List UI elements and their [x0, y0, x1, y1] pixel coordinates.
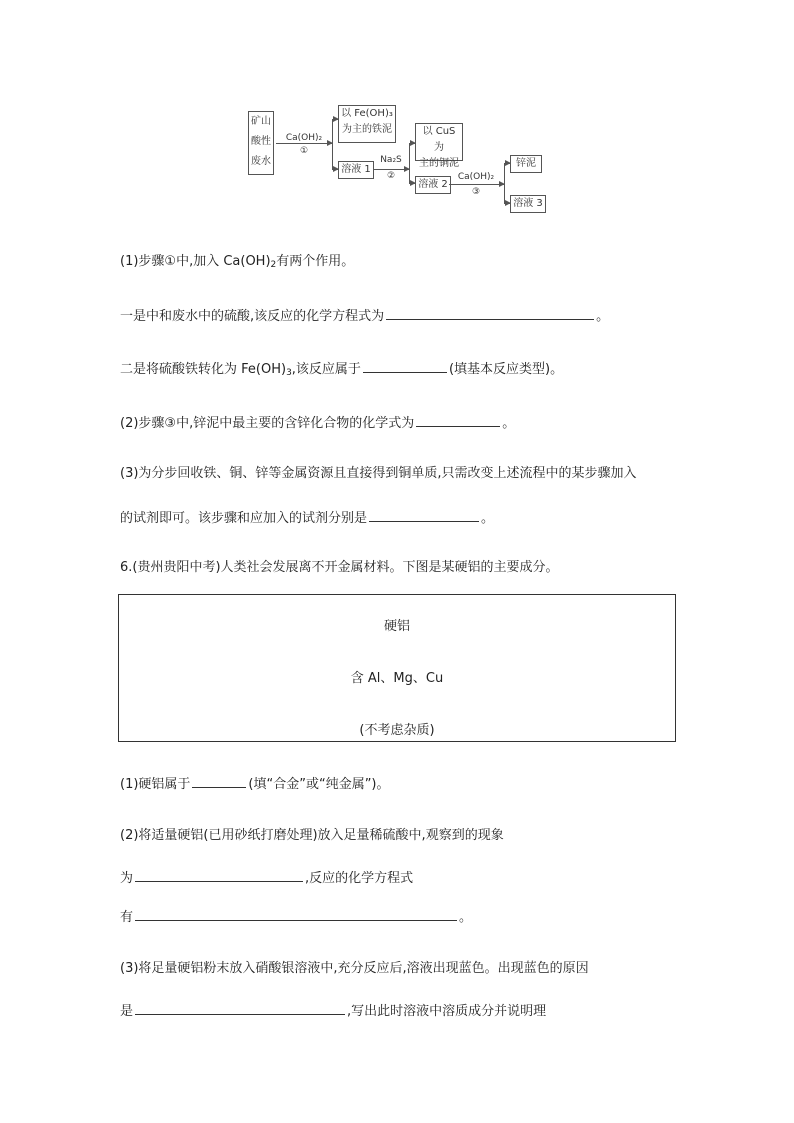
copper-mud-line-2: 主的铜泥 — [419, 158, 459, 169]
solution2-box: 溶液 2 — [415, 176, 451, 194]
box-title: 硬铝 — [383, 619, 410, 634]
branch2-vertical — [409, 143, 410, 183]
q6-part3-line2 — [120, 1000, 546, 1021]
q1-line2-mid: ,该反应属于 — [291, 362, 361, 377]
q3-end: 。 — [481, 511, 495, 526]
q6-part1-end: (填“合金”或“纯金属”)。 — [248, 777, 390, 792]
q1-line1 — [120, 305, 609, 326]
step3-arrow — [449, 184, 504, 185]
solution3-box: 溶液 3 — [510, 195, 546, 213]
q1-line1-end: 。 — [596, 309, 610, 324]
q6-part2-line1: (2)将适量硬铝(已用砂纸打磨处理)放入足量稀硫酸中,观察到的现象 — [120, 828, 504, 843]
q6-phenomenon-blank[interactable] — [135, 867, 303, 882]
branch3-vertical — [504, 163, 505, 203]
q1-line2-subscript: 3 — [286, 368, 292, 378]
q1-intro-text-end: 有两个作用。 — [276, 254, 355, 269]
q6-part3-line1: (3)将足量硬铝粉末放入硝酸银溶液中,充分反应后,溶液出现蓝色。出现蓝色的原因 — [120, 961, 589, 976]
q6-part1-text: (1)硬铝属于 — [120, 777, 191, 792]
source-line-2: 酸性 — [251, 136, 271, 147]
q2-formula-blank[interactable] — [416, 412, 500, 427]
q1-line2 — [120, 358, 563, 382]
step1-reagent: Ca(OH)₂ — [285, 133, 323, 143]
q1-reaction-type-blank[interactable] — [363, 358, 447, 373]
step2-reagent: Na₂S — [380, 155, 402, 165]
q6-equation-blank[interactable] — [135, 906, 457, 921]
solution1-box: 溶液 1 — [338, 161, 374, 179]
step3-number: ③ — [471, 187, 481, 197]
step2-arrow — [373, 169, 409, 170]
copper-mud-box — [415, 123, 463, 169]
step1-arrow — [276, 143, 332, 144]
q1-line2-end: (填基本反应类型)。 — [448, 362, 564, 377]
hard-aluminum-box — [118, 594, 676, 742]
q1-intro-subscript: 2 — [270, 260, 277, 270]
source-line-1: 矿山 — [251, 116, 271, 127]
iron-mud-line-1: 以 Fe(OH)₃ — [341, 108, 393, 119]
iron-mud-line-2: 为主的铁泥 — [342, 124, 392, 135]
step2-number: ② — [386, 171, 396, 181]
process-flowchart — [248, 105, 548, 215]
q2-line — [120, 412, 515, 433]
q6-part2-line2-end: ,反应的化学方程式 — [305, 871, 414, 886]
iron-mud-box — [338, 105, 396, 143]
copper-mud-line-1: 以 CuS 为 — [422, 126, 456, 153]
q1-equation-blank[interactable] — [386, 305, 594, 320]
q6-part2-line2 — [120, 867, 413, 888]
q3-line1: (3)为分步回收铁、铜、锌等金属资源且直接得到铜单质,只需改变上述流程中的某步骤加入 — [120, 466, 637, 481]
q6-reason-blank[interactable] — [135, 1000, 345, 1015]
q6-part1 — [120, 773, 390, 794]
source-line-3: 废水 — [251, 156, 271, 167]
mine-wastewater-box — [248, 111, 274, 175]
q3-reagent-blank[interactable] — [369, 507, 479, 522]
q6-part1-blank[interactable] — [192, 773, 246, 788]
q1-intro — [120, 253, 354, 274]
q2-text: (2)步骤③中,锌泥中最主要的含锌化合物的化学式为 — [120, 416, 415, 431]
q6-part2-line3-end: 。 — [459, 910, 473, 925]
branch1-vertical — [332, 119, 333, 169]
q6-part2-line2-text: 为 — [120, 871, 134, 886]
q1-line1-text: 一是中和废水中的硫酸,该反应的化学方程式为 — [120, 309, 385, 324]
q6-title: 6.(贵州贵阳中考)人类社会发展离不开金属材料。下图是某硬铝的主要成分。 — [120, 560, 559, 575]
box-composition: 含 Al、Mg、Cu — [350, 671, 444, 686]
zinc-mud-box: 锌泥 — [510, 155, 542, 173]
q6-part3-line2-end: ,写出此时溶液中溶质成分并说明理 — [347, 1004, 547, 1019]
q6-part3-line2-text: 是 — [120, 1004, 134, 1019]
step3-reagent: Ca(OH)₂ — [457, 172, 495, 182]
q6-part2-line3-text: 有 — [120, 910, 134, 925]
q3-line2-text: 的试剂即可。该步骤和应加入的试剂分别是 — [120, 511, 368, 526]
q1-line2-text: 二是将硫酸铁转化为 Fe(OH) — [120, 362, 287, 377]
q6-part2-line3 — [120, 906, 472, 927]
q1-intro-text: (1)步骤①中,加入 Ca(OH) — [120, 254, 271, 269]
q2-end: 。 — [502, 416, 516, 431]
box-note: (不考虑杂质) — [359, 723, 435, 738]
q3-line2 — [120, 507, 494, 528]
step1-number: ① — [299, 146, 309, 156]
